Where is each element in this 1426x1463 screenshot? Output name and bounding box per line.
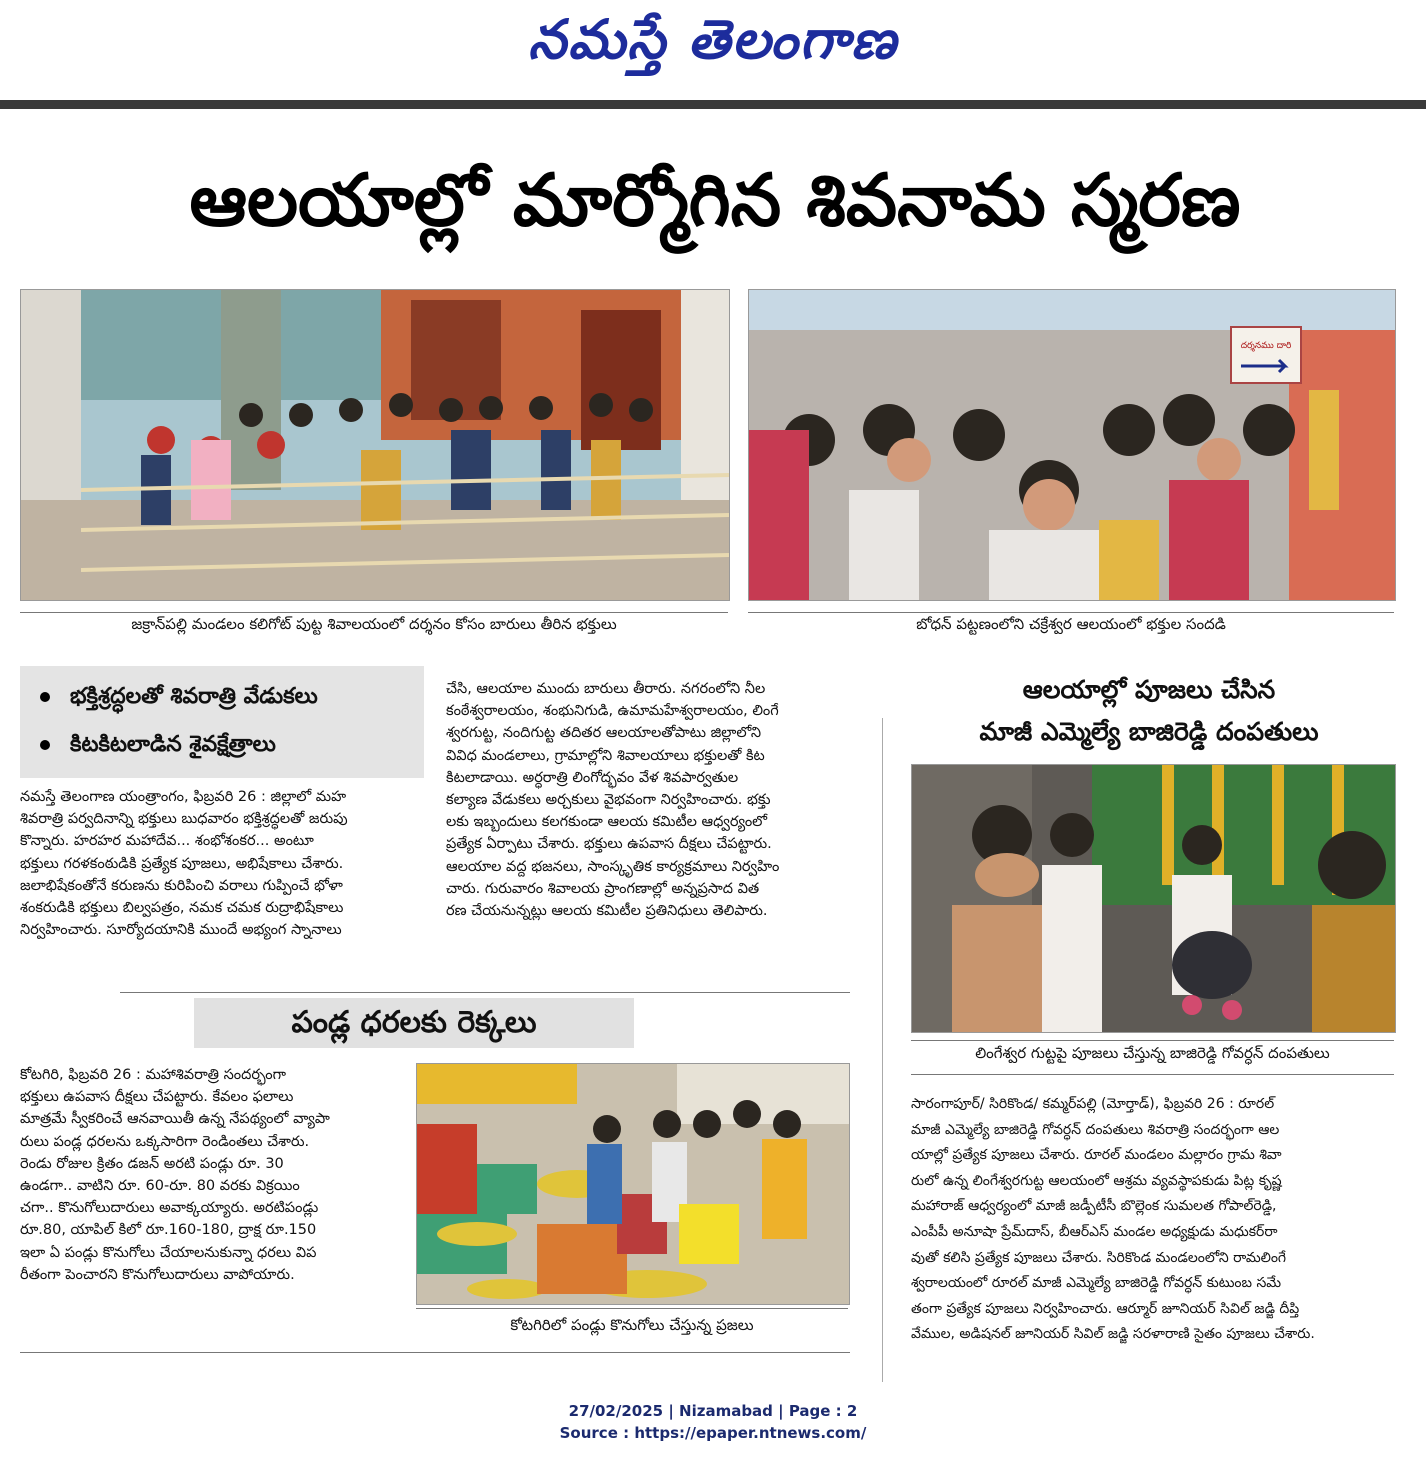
left-photo-caption: జక్రాన్‌పల్లి మండలం కలిగోట్ పుట్ట శివాలయంలో దర్శనం కోసం బారులు తీరిన భక్తులు bbox=[131, 615, 617, 633]
story1-column2: చేసి, ఆలయాల ముందు బారులు తీరారు. నగరంలోని నీల కంఠేశ్వరాలయం, శంభునిగుడి, ఉమామహేశ్వరాలయం, లింగే శ్వరగుట్ట, నందిగుట్ట తదితర ఆలయాలతోపాటు జిల్లాలోని వివిధ మండలాలు, గ్రామాల్లోని శివాలయాలు భక్తులతో కిట కిటలాడాయి. అర్ధరాత్రి లింగోద్భవం వేళ శివపార్వతుల కల్యాణ వేడుకలు అర్చకులు వైభవంగా నిర్వహించారు. భక్తు లకు ఇబ్బందులు కలగకుండా ఆలయ కమిటీల ఆధ్వర్యంలో ప్రత్యేక ఏర్పాటు చేశారు. భక్తులు ఉపవాస దీక్షలు చేపట్టారు. ఆలయాల వద్ద భజనలు, సాంస్కృతిక కార్యక్రమాలు నిర్వహిం చారు. గురువారం శివాలయ ప్రాంగణాల్లో అన్నప్రసాద విత రణ చేయనున్నట్లు ఆలయ కమిటీల ప్రతినిధులు తెలిపారు. bbox=[446, 681, 780, 920]
story2-body: కోటగిరి, ఫిబ్రవరి 26 : మహాశివరాత్రి సందర్భంగా భక్తులు ఉపవాస దీక్షలు చేపట్టారు. కేవలం ఫలాలు మాత్రమే స్వీకరించే ఆనవాయితీ ఉన్న నేపథ్యంలో వ్యాపా రులు పండ్ల ధరలను ఒక్కసారిగా రెండింతలు చేశారు. రెండు రోజుల క్రితం డజన్ అరటి పండ్లు రూ. 30 ఉండగా.. వాటిని రూ. 60-రూ. 80 వరకు విక్రయిం చగా.. కొనుగోలుదారులు అవాక్కయ్యారు. అరటిపండ్లు రూ.80, యాపిల్ కిలో రూ.160-180, ద్రాక్ష రూ.150 ఇలా ఏ పండ్లు కొనుగోలు చేయాలనుకున్నా ధరలు విప రీతంగా పెంచారని కొనుగోలుదారులు వాపోయారు. bbox=[20, 1067, 330, 1283]
right-photo-caption: బోధన్ పట్టణంలోని చక్రేశ్వర ఆలయంలో భక్తుల సందడి bbox=[916, 615, 1226, 633]
caption-rule-fruit bbox=[416, 1308, 848, 1309]
section-divider bbox=[120, 992, 850, 993]
story1-column1: నమస్తే తెలంగాణ యంత్రాంగం, ఫిబ్రవరి 26 : జిల్లాలో మహ శివరాత్రి పర్వదినాన్ని భక్తులు బుధవారం భక్తిశ్రద్ధలతో జరుపు కొన్నారు. హరహర మహాదేవ... శంభోశంకర... అంటూ భక్తులు గరళకంఠుడికి ప్రత్యేక పూజలు, అభిషేకాలు చేశారు. జలాభిషేకంతోనే కరుణను కురిపించి వరాలు గుప్పించే భోళా శంకరుడికి భక్తులు బిల్వపత్రం, నమక చమక రుద్రాభిషేకాలు నిర్వహించారు. సూర్యోదయానికి ముందే అభ్యంగ స్నానాలు bbox=[20, 789, 348, 939]
story3-headline-line1: ఆలయాల్లో పూజలు చేసిన bbox=[1022, 675, 1276, 704]
story2-headline: పండ్ల ధరలకు రెక్కలు bbox=[194, 998, 634, 1048]
story3-body: సారంగాపూర్/ సిరికొండ/ కమ్మర్‌పల్లి (మోర్తాడ్), ఫిబ్రవరి 26 : రూరల్ మాజీ ఎమ్మెల్యే బాజిరెడ్డి గోవర్ధన్ దంపతులు శివరాత్రి సందర్భంగా ఆల యాల్లో ప్రత్యేక పూజలు చేశారు. రూరల్ మండలం మల్లారం గ్రామ శివా రులో ఉన్న లింగేశ్వరగుట్ట ఆలయంలో ఆశ్రమ వ్యవస్థాపకుడు పిట్ల కృష్ణ మహారాజ్ ఆధ్వర్యంలో మాజీ జడ్పీటీసీ బొల్లెంక సుమలత గోపాల్‌రెడ్డి, ఎంపీపీ అనూషా ప్రేమ్‌దాస్, బీఆర్‌ఎస్ మండల అధ్యక్షుడు మధుకర్‌రా వుతో కలిసి ప్రత్యేక పూజలు చేశారు. సిరికొండ మండలంలోని రామలింగే శ్వరాలయంలో రూరల్ మాజీ ఎమ్మెల్యే బాజిరెడ్డి గోవర్ధన్ కుటుంబ సమే తంగా ప్రత్యేక పూజలు నిర్వహించారు. ఆర్మూర్ జూనియర్ సివిల్ జడ్జి దీప్తి వేముల, అడిషనల్ జూనియర్ సివిల్ జడ్జి సరళారాణి సైతం పూజలు చేశారు. bbox=[911, 1096, 1315, 1343]
darshanam-sign-text: దర్శనము దారి bbox=[1240, 341, 1292, 351]
bullet-icon bbox=[40, 692, 50, 702]
highlights-box bbox=[20, 666, 424, 778]
puja-photo bbox=[911, 764, 1396, 1033]
source-link[interactable]: Source : https://epaper.ntnews.com/ bbox=[559, 1424, 867, 1442]
bullet-icon bbox=[40, 740, 50, 750]
fruit-photo-caption: కోటగిరిలో పండ్లు కొనుగోలు చేస్తున్న ప్రజలు bbox=[510, 1316, 754, 1334]
caption-rule-puja-bottom bbox=[911, 1074, 1394, 1075]
newspaper-title: నమస్తే తెలంగాణ bbox=[528, 8, 898, 71]
caption-rule-puja bbox=[911, 1040, 1394, 1041]
masthead bbox=[0, 0, 1426, 95]
fruit-market-photo bbox=[416, 1063, 850, 1305]
edition-info: 27/02/2025 | Nizamabad | Page : 2 bbox=[568, 1402, 858, 1420]
column-divider bbox=[882, 718, 883, 1382]
page-footer bbox=[0, 1400, 1426, 1444]
highlight-item: భక్తిశ్రద్ధలతో శివరాత్రి వేడుకలు bbox=[40, 682, 318, 712]
masthead-rule bbox=[0, 100, 1426, 109]
temple-queue-photo bbox=[20, 289, 730, 601]
main-headline: ఆలయాల్లో మార్మోగిన శివనామ స్మరణ bbox=[189, 158, 1241, 242]
chakreshwara-crowd-photo bbox=[748, 289, 1396, 601]
highlight-item: కిటకిటలాడిన శైవక్షేత్రాలు bbox=[40, 730, 276, 760]
puja-photo-caption: లింగేశ్వర గుట్టపై పూజలు చేస్తున్న బాజిరెడ్డి గోవర్ధన్ దంపతులు bbox=[975, 1044, 1330, 1062]
bottom-rule bbox=[20, 1352, 850, 1353]
story3-headline-line2: మాజీ ఎమ్మెల్యే బాజిరెడ్డి దంపతులు bbox=[979, 717, 1319, 746]
